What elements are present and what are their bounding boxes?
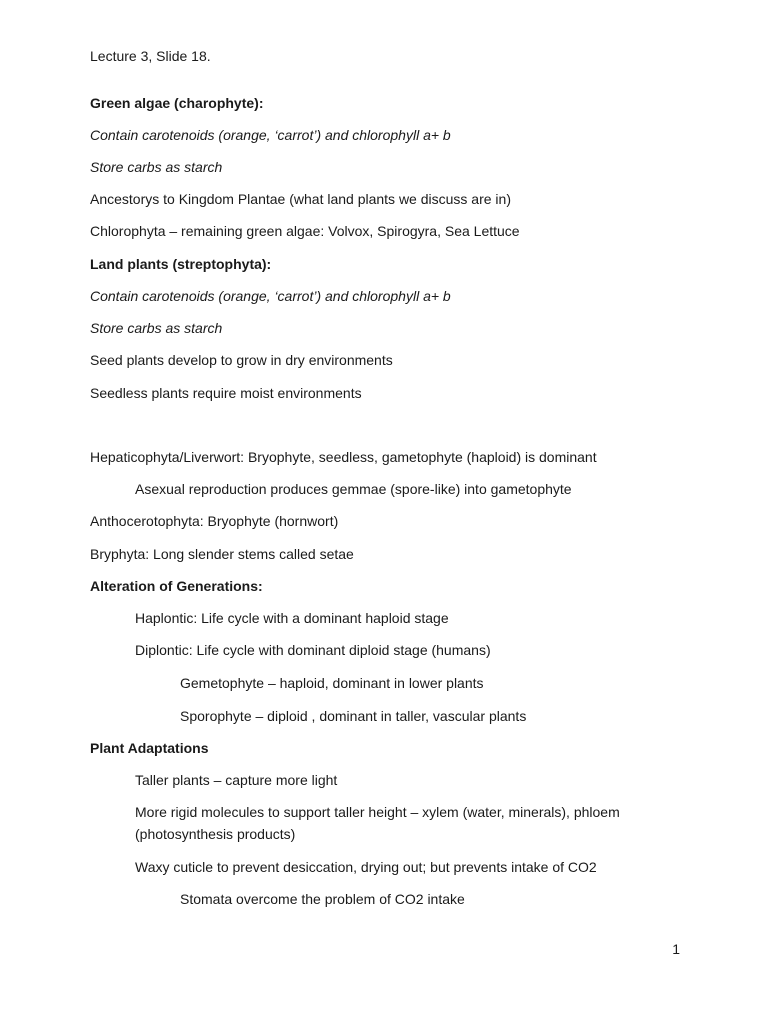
green-algae-ancestors: Ancestorys to Kingdom Plantae (what land plants we discuss are in) xyxy=(90,191,511,207)
waxy-cuticle-note: Waxy cuticle to prevent desiccation, drying out; but prevents intake of CO2 xyxy=(135,859,597,875)
seed-plants-note: Seed plants develop to grow in dry environments xyxy=(90,352,393,368)
land-plants-heading: Land plants (streptophyta): xyxy=(90,256,272,272)
green-algae-storage: Store carbs as starch xyxy=(90,159,223,175)
hepaticophyta-note: Hepaticophyta/Liverwort: Bryophyte, seedless, gametophyte (haploid) is dominant xyxy=(90,449,597,465)
chlorophyta-note: Chlorophyta – remaining green algae: Volvox, Spirogyra, Sea Lettuce xyxy=(90,223,520,239)
asexual-reproduction-note: Asexual reproduction produces gemmae (spore-like) into gametophyte xyxy=(135,481,572,497)
anthocerotophyta-note: Anthocerotophyta: Bryophyte (hornwort) xyxy=(90,513,339,529)
green-algae-pigments: Contain carotenoids (orange, ‘carrot’) and chlorophyll a+ b xyxy=(90,127,451,143)
rigid-molecules-note: More rigid molecules to support taller height – xylem (water, minerals), phloem (photosynthesis products) xyxy=(135,804,620,842)
adaptations-heading: Plant Adaptations xyxy=(90,740,209,756)
sporophyte-note: Sporophyte – diploid , dominant in taller, vascular plants xyxy=(180,708,527,724)
diplontic-note: Diplontic: Life cycle with dominant diploid stage (humans) xyxy=(135,642,491,658)
seedless-plants-note: Seedless plants require moist environments xyxy=(90,385,362,401)
bryphyta-note: Bryphyta: Long slender stems called setae xyxy=(90,546,354,562)
taller-plants-note: Taller plants – capture more light xyxy=(135,772,338,788)
alteration-heading: Alteration of Generations: xyxy=(90,578,263,594)
haplontic-note: Haplontic: Life cycle with a dominant haploid stage xyxy=(135,610,449,626)
land-plants-storage: Store carbs as starch xyxy=(90,320,223,336)
stomata-note: Stomata overcome the problem of CO2 intake xyxy=(180,891,465,907)
page-number: 1 xyxy=(672,941,680,957)
land-plants-pigments: Contain carotenoids (orange, ‘carrot’) and chlorophyll a+ b xyxy=(90,288,451,304)
lecture-header: Lecture 3, Slide 18. xyxy=(90,48,211,64)
green-algae-heading: Green algae (charophyte): xyxy=(90,95,264,111)
gemetophyte-note: Gemetophyte – haploid, dominant in lower plants xyxy=(180,675,484,691)
